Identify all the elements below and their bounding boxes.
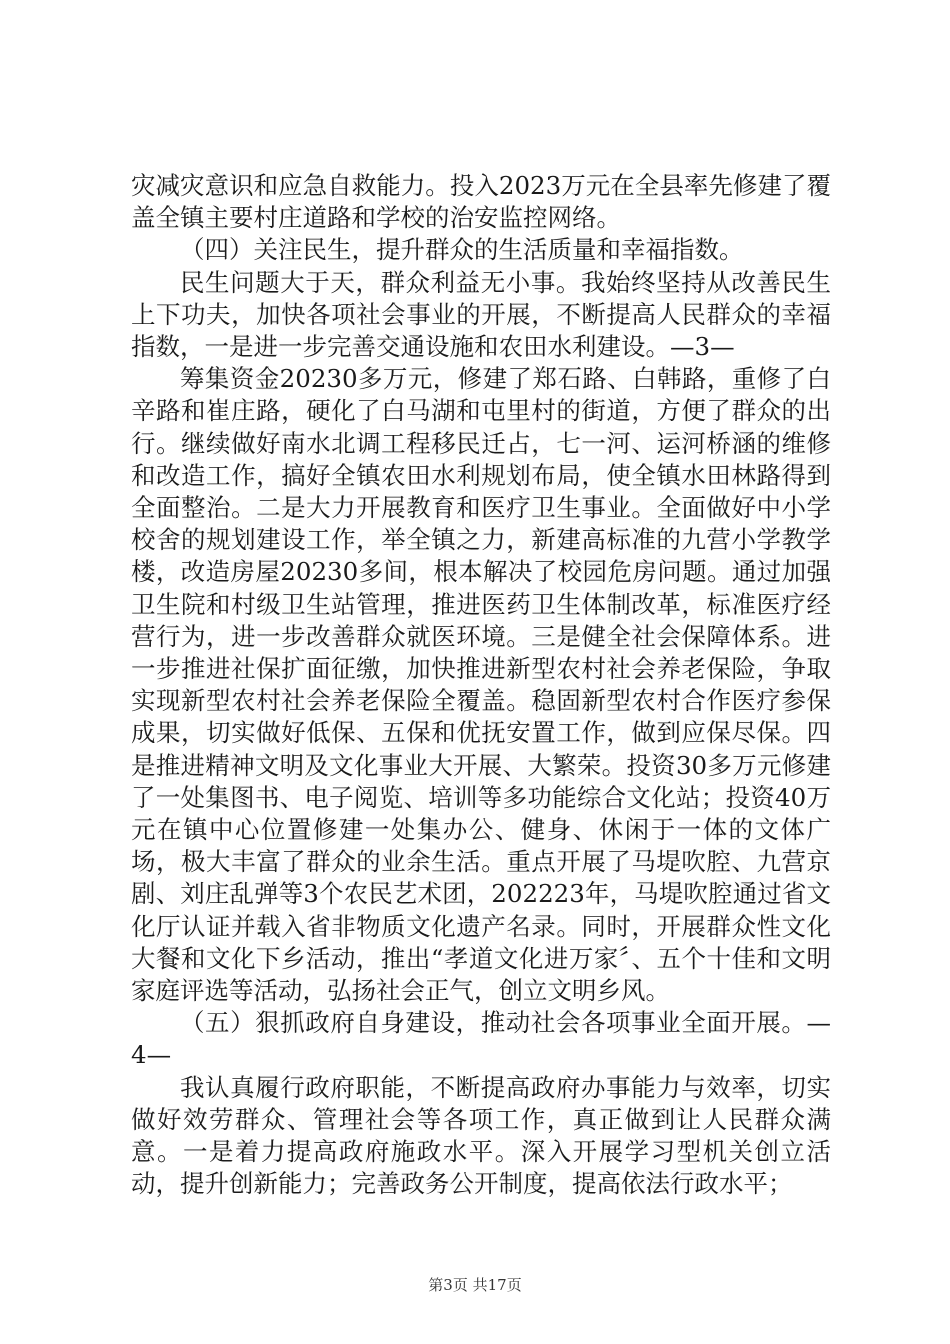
- paragraph-3: 民生问题大于天，群众利益无小事。我始终坚持从改善民生上下功夫，加快各项社会事业的开展，不断提高人民群众的幸福指数，一是进一步完善交通设施和农田水利建设。—3—: [131, 267, 831, 362]
- paragraph-heading-4: （四）关注民生，提升群众的生活质量和幸福指数。: [180, 235, 744, 265]
- paragraph-1: 灾减灾意识和应急自救能力。投入2023万元在全县率先修建了覆盖全镇主要村庄道路和学校的治安监控网络。: [131, 171, 831, 233]
- paragraph-6: 我认真履行政府职能，不断提高政府办事能力与效率，切实做好效劳群众、管理社会等各项工作，真正做到让人民群众满意。一是着力提高政府施政水平。深入开展学习型机关创立活动，提升创新能力；完善政务公开制度，提高依法行政水平；: [131, 1072, 831, 1199]
- paragraph-4: 筹集资金20230多万元，修建了郑石路、白韩路，重修了白辛路和崔庄路，硬化了白马湖和屯里村的街道，方便了群众的出行。继续做好南水北调工程移民迁占，七一河、运河桥涵的维修和改造工作，搞好全镇农田水利规划布局，使全镇水田林路得到全面整治。二是大力开展教育和医疗卫生事业。全面做好中小学校舍的规划建设工作，举全镇之力，新建高标准的九营小学教学楼，改造房屋20230多间，根本解决了校园危房问题。通过加强卫生院和村级卫生站管理，推进医药卫生体制改革，标准医疗经营行为，进一步改善群众就医环境。三是健全社会保障体系。进一步推进社保扩面征缴，加快推进新型农村社会养老保险，争取实现新型农村社会养老保险全覆盖。稳固新型农村合作医疗参保成果，切实做好低保、五保和优抚安置工作，做到应保尽保。四是推进精神文明及文化事业大开展、大繁荣。投资30多万元修建了一处集图书、电子阅览、培训等多功能综合文化站；投资40万元在镇中心位置修建一处集办公、健身、休闲于一体的文体广场，极大丰富了群众的业余生活。重点开展了马堤吹腔、九营京剧、刘庄乱弹等3个农民艺术团，202223年，马堤吹腔通过省文化厅认证并载入省非物质文化遗产名录。同时，开展群众性文化大餐和文化下乡活动，推出“孝道文化进万家〞、五个十佳和文明家庭评选等活动，弘扬社会正气，创立文明乡风。: [131, 364, 831, 1006]
- document-body: [131, 170, 831, 1201]
- paragraph-heading-5: （五）狠抓政府自身建设，推动社会各项事业全面开展。—4—: [131, 1008, 831, 1070]
- page-number-footer: 第3页 共17页: [428, 1276, 522, 1294]
